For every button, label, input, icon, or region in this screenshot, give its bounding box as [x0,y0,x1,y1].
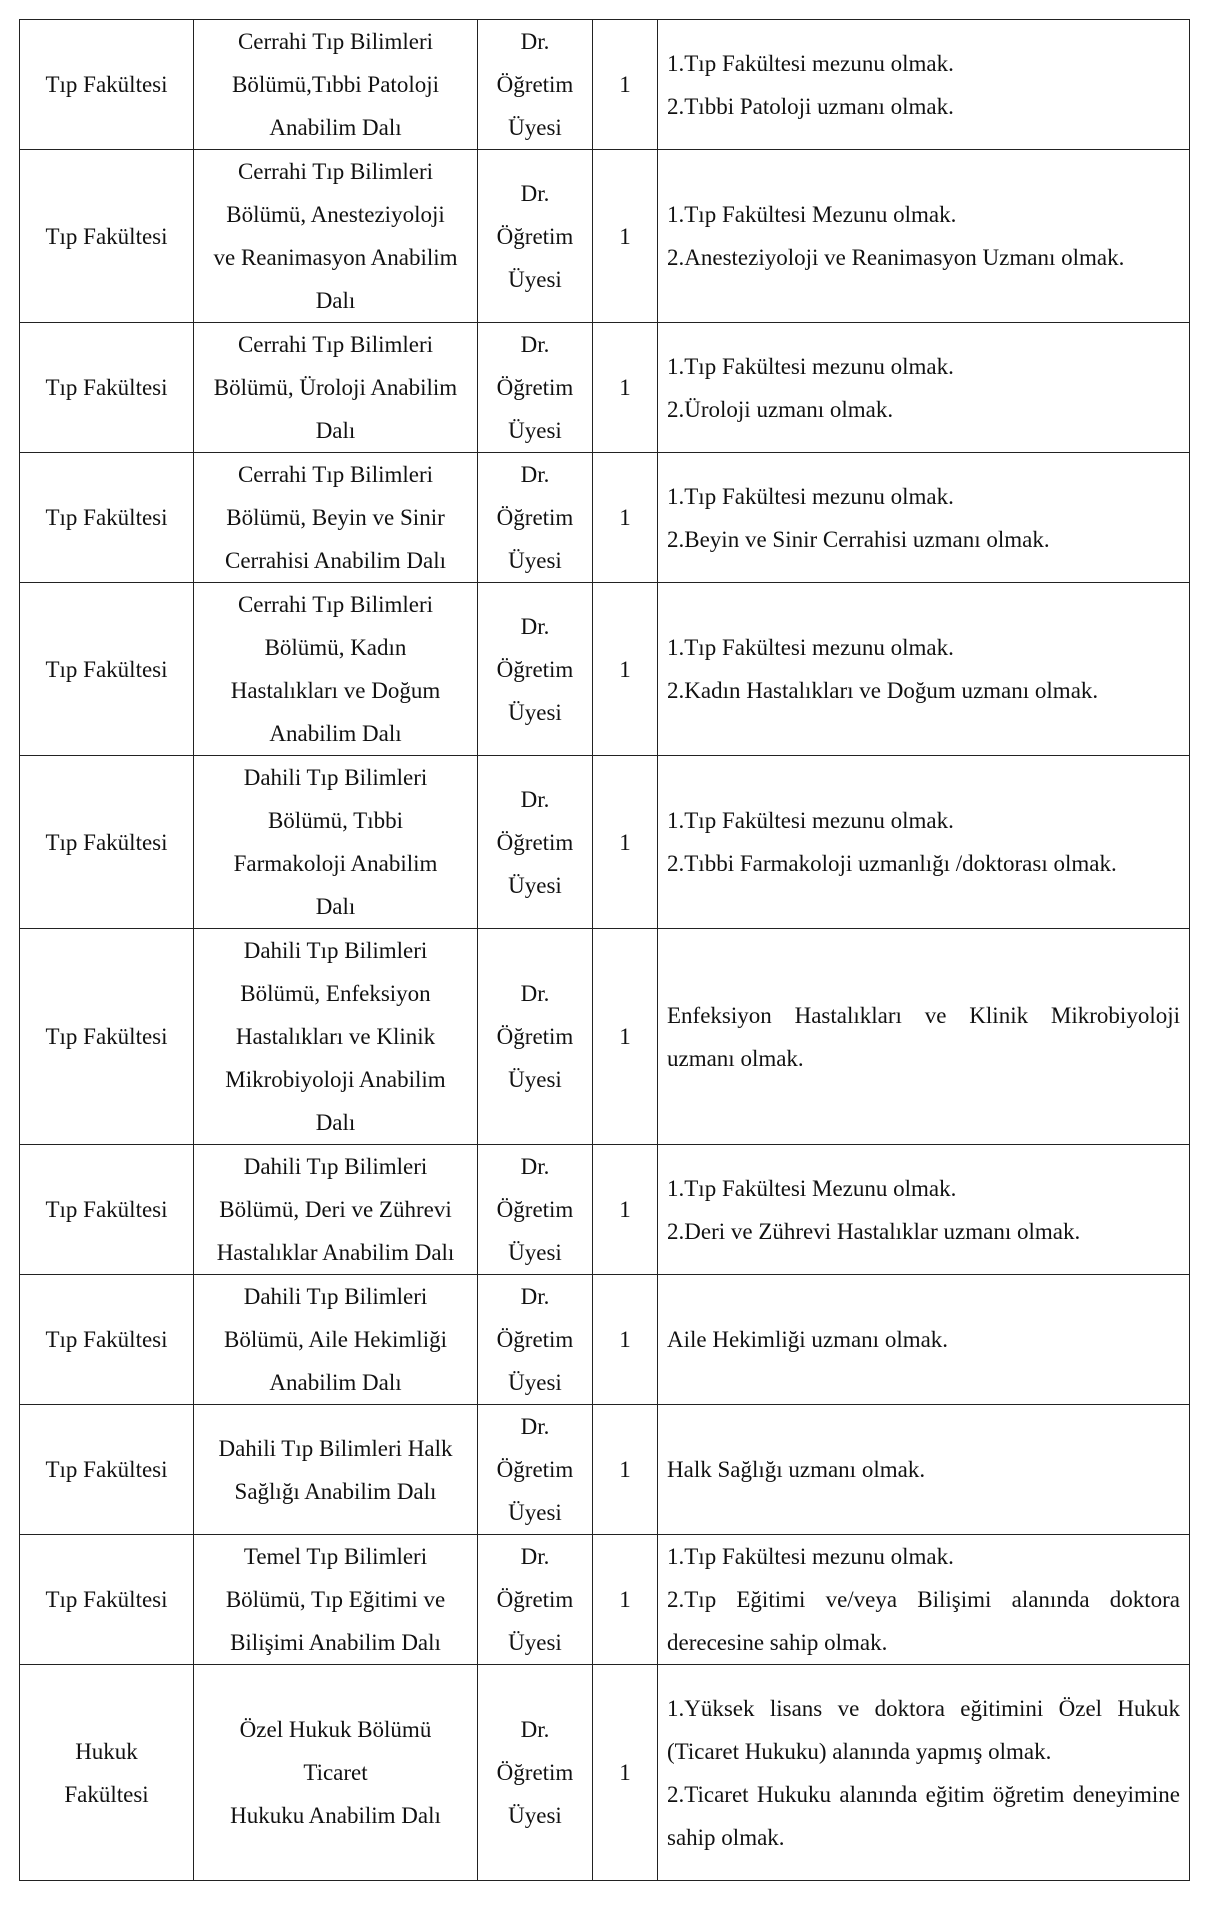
department-text: Cerrahi Tıp Bilimleri [237,332,434,357]
count-text: 1 [619,1024,631,1049]
title-cell [478,1145,593,1275]
department-text: Özel Hukuk Bölümü [239,1717,432,1742]
faculty-text: Tıp Fakültesi [45,72,168,97]
title-text: Üyesi [508,418,562,443]
department-text: Bölümü, Tıp Eğitimi ve [225,1587,446,1612]
title-text: Dr. [520,1544,550,1569]
faculty-cell [20,1405,194,1535]
title-text: Üyesi [508,1630,562,1655]
count-cell [593,1665,658,1881]
title-cell [478,150,593,323]
department-text: Cerrahi Tıp Bilimleri [237,29,434,54]
requirement-text: 2.Tıbbi Farmakoloji uzmanlığı /doktorası olmak. [667,851,1117,876]
faculty-text: Hukuk [75,1738,138,1764]
department-text: Anabilim Dalı [269,721,402,746]
requirement-text: Halk Sağlığı uzmanı olmak. [667,1457,926,1482]
faculty-text: Tıp Fakültesi [45,1024,168,1049]
count-text: 1 [619,1457,631,1482]
faculty-text: Tıp Fakültesi [45,223,168,249]
title-text: Dr. [520,1414,550,1439]
requirements-cell [658,1145,1190,1275]
department-text: Dalı [315,1110,356,1135]
faculty-cell [20,1535,194,1665]
faculty-text: Tıp Fakültesi [45,1457,168,1482]
faculty-cell [20,583,194,756]
requirements-cell [658,1275,1190,1405]
table-row [20,150,1190,323]
title-text: Öğretim [496,1327,574,1352]
count-cell [593,1145,658,1275]
department-cell [194,20,478,150]
table-row [20,1275,1190,1405]
title-cell [478,929,593,1145]
count-cell [593,1405,658,1535]
department-cell [194,1275,478,1405]
department-text: Dalı [315,894,356,919]
faculty-cell [20,1145,194,1275]
faculty-cell [20,1275,194,1405]
department-text: Cerrahisi Anabilim Dalı [224,548,446,573]
requirement-text: 1.Yüksek lisans ve doktora eğitimini Özel Hukuk (Ticaret Hukuku) alanında yapmış olmak. [667,1695,1180,1764]
title-cell [478,1275,593,1405]
requirement-text: 2.Beyin ve Sinir Cerrahisi uzmanı olmak. [667,526,1050,552]
title-text: Öğretim [496,829,574,855]
title-text: Üyesi [508,115,562,140]
department-text: Dalı [315,288,356,313]
title-text: Öğretim [496,72,574,97]
table-row [20,1145,1190,1275]
department-text: Bölümü, Deri ve Zührevi [219,1197,452,1222]
requirement-text: 1.Tıp Fakültesi Mezunu olmak. [667,202,957,227]
faculty-cell [20,1665,194,1881]
count-text: 1 [619,1760,631,1785]
count-cell [593,583,658,756]
title-text: Dr. [520,1154,550,1179]
requirement-text: 1.Tıp Fakültesi mezunu olmak. [667,483,954,509]
title-text: Öğretim [496,1197,574,1222]
title-text: Üyesi [508,1803,562,1828]
title-cell [478,1665,593,1881]
faculty-text: Tıp Fakültesi [45,375,168,400]
department-text: Cerrahi Tıp Bilimleri [237,462,434,487]
title-text: Dr. [520,462,550,487]
table-row [20,929,1190,1145]
requirement-text: 2.Anesteziyoloji ve Reanimasyon Uzmanı olmak. [667,245,1125,270]
faculty-cell [20,150,194,323]
title-text: Üyesi [508,548,562,573]
title-text: Öğretim [496,505,574,530]
requirement-text: 2.Üroloji uzmanı olmak. [667,396,894,422]
department-text: Temel Tıp Bilimleri [243,1544,428,1569]
faculty-text: Tıp Fakültesi [45,656,168,682]
count-cell [593,929,658,1145]
department-cell [194,756,478,929]
count-cell [593,1275,658,1405]
department-text: Bölümü,Tıbbi Patoloji [231,72,439,97]
title-text: Üyesi [508,1370,562,1395]
title-text: Dr. [520,613,550,639]
department-cell [194,929,478,1145]
requirement-text: 2.Kadın Hastalıkları ve Doğum uzmanı olmak. [667,678,1099,703]
title-cell [478,20,593,150]
table-row [20,756,1190,929]
title-text: Öğretim [496,1457,574,1482]
department-cell [194,1665,478,1881]
department-text: Mikrobiyoloji Anabilim [225,1067,446,1092]
faculty-text: Tıp Fakültesi [45,1327,168,1352]
count-text: 1 [619,1197,631,1222]
count-text: 1 [619,1587,631,1612]
department-text: Farmakoloji Anabilim [233,851,438,876]
requirement-text: Enfeksiyon Hastalıkları ve Klinik Mikrobiyoloji uzmanı olmak. [667,1002,1180,1071]
department-cell [194,1145,478,1275]
department-text: Dahili Tıp Bilimleri [243,938,428,963]
faculty-text: Tıp Fakültesi [45,829,168,855]
count-cell [593,323,658,453]
title-text: Dr. [520,981,550,1006]
count-text: 1 [619,223,631,249]
department-text: Hastalıklar Anabilim Dalı [216,1240,455,1265]
title-text: Öğretim [496,1024,574,1049]
requirements-cell [658,453,1190,583]
title-text: Öğretim [496,223,574,249]
requirements-cell [658,1405,1190,1535]
title-text: Üyesi [508,266,562,292]
department-text: Hukuku Anabilim Dalı [230,1803,441,1828]
faculty-cell [20,20,194,150]
department-text: Dalı [315,418,356,443]
requirement-text: 2.Tıp Eğitimi ve/veya Bilişimi alanında doktora derecesine sahip olmak. [667,1587,1180,1655]
department-text: Cerrahi Tıp Bilimleri [237,159,434,184]
faculty-text: Tıp Fakültesi [45,1587,168,1612]
department-cell [194,1405,478,1535]
title-text: Öğretim [496,1587,574,1612]
faculty-text: Tıp Fakültesi [45,505,168,530]
title-text: Öğretim [496,1760,574,1785]
title-text: Dr. [520,332,550,357]
department-text: Bölümü, Üroloji Anabilim [213,375,458,400]
count-cell [593,150,658,323]
requirements-cell [658,583,1190,756]
count-cell [593,1535,658,1665]
table-row [20,20,1190,150]
faculty-text: Tıp Fakültesi [45,1197,168,1222]
department-text: Bilişimi Anabilim Dalı [230,1630,441,1655]
count-text: 1 [619,375,631,400]
title-text: Dr. [520,180,550,206]
faculty-cell [20,929,194,1145]
department-text: Anabilim Dalı [269,1370,402,1395]
requirements-cell [658,1535,1190,1665]
requirements-cell [658,756,1190,929]
requirement-text: 1.Tıp Fakültesi mezunu olmak. [667,635,954,660]
count-text: 1 [619,1327,631,1352]
requirement-text: 1.Tıp Fakültesi mezunu olmak. [667,353,954,379]
requirements-cell [658,150,1190,323]
requirements-cell [658,929,1190,1145]
requirement-text: 1.Tıp Fakültesi mezunu olmak. [667,50,954,76]
department-text: Dahili Tıp Bilimleri [243,765,428,790]
count-text: 1 [619,656,631,682]
count-cell [593,453,658,583]
department-cell [194,583,478,756]
faculty-text: Fakültesi [64,1781,149,1807]
table-row [20,453,1190,583]
title-text: Dr. [520,1717,550,1742]
department-text: Bölümü, Beyin ve Sinir [226,505,445,530]
department-text: Anabilim Dalı [269,115,402,140]
table-row [20,1665,1190,1881]
requirement-text: 1.Tıp Fakültesi Mezunu olmak. [667,1175,957,1201]
department-text: Bölümü, Kadın [264,635,407,660]
department-cell [194,453,478,583]
title-text: Üyesi [508,1240,562,1265]
faculty-cell [20,323,194,453]
department-text: Dahili Tıp Bilimleri [243,1284,428,1309]
title-text: Dr. [520,1284,550,1309]
requirements-cell [658,20,1190,150]
title-text: Üyesi [508,1067,562,1092]
title-text: Üyesi [508,699,562,725]
title-cell [478,1405,593,1535]
requirement-text: Aile Hekimliği uzmanı olmak. [667,1327,949,1352]
table-body [20,20,1190,1881]
requirements-cell [658,323,1190,453]
title-cell [478,583,593,756]
count-cell [593,20,658,150]
title-cell [478,1535,593,1665]
requirement-text: 2.Tıbbi Patoloji uzmanı olmak. [667,93,954,119]
department-text: Sağlığı Anabilim Dalı [234,1478,437,1504]
title-cell [478,453,593,583]
title-cell [478,756,593,929]
count-text: 1 [619,829,631,855]
title-text: Dr. [520,786,550,812]
count-text: 1 [619,72,631,97]
table-row [20,1405,1190,1535]
department-text: Ticaret [303,1760,368,1785]
requirement-text: 2.Ticaret Hukuku alanında eğitim öğretim deneyimine sahip olmak. [667,1781,1180,1850]
title-cell [478,323,593,453]
requirements-cell [658,1665,1190,1881]
table-row [20,583,1190,756]
department-text: Cerrahi Tıp Bilimleri [237,592,434,617]
department-text: Hastalıkları ve Doğum [230,678,441,703]
count-cell [593,756,658,929]
department-text: Bölümü, Anesteziyoloji [226,202,445,227]
department-text: Dahili Tıp Bilimleri [243,1154,428,1179]
table-row [20,1535,1190,1665]
title-text: Dr. [520,29,550,54]
title-text: Öğretim [496,656,574,682]
department-text: Bölümü, Tıbbi [267,808,404,833]
table-row [20,323,1190,453]
title-text: Öğretim [496,375,574,400]
department-text: Hastalıkları ve Klinik [235,1024,436,1049]
department-cell [194,323,478,453]
department-text: Dahili Tıp Bilimleri Halk [218,1435,453,1461]
requirement-text: 1.Tıp Fakültesi mezunu olmak. [667,1544,954,1569]
faculty-cell [20,453,194,583]
department-text: ve Reanimasyon Anabilim [213,245,458,270]
department-text: Bölümü, Enfeksiyon [240,981,431,1006]
department-cell [194,1535,478,1665]
requirement-text: 2.Deri ve Zührevi Hastalıklar uzmanı olmak. [667,1218,1081,1244]
faculty-cell [20,756,194,929]
title-text: Üyesi [508,1500,562,1525]
requirement-text: 1.Tıp Fakültesi mezunu olmak. [667,808,954,833]
department-cell [194,150,478,323]
count-text: 1 [619,505,631,530]
staff-position-table [19,19,1190,1881]
title-text: Üyesi [508,872,562,898]
department-text: Bölümü, Aile Hekimliği [224,1327,447,1352]
